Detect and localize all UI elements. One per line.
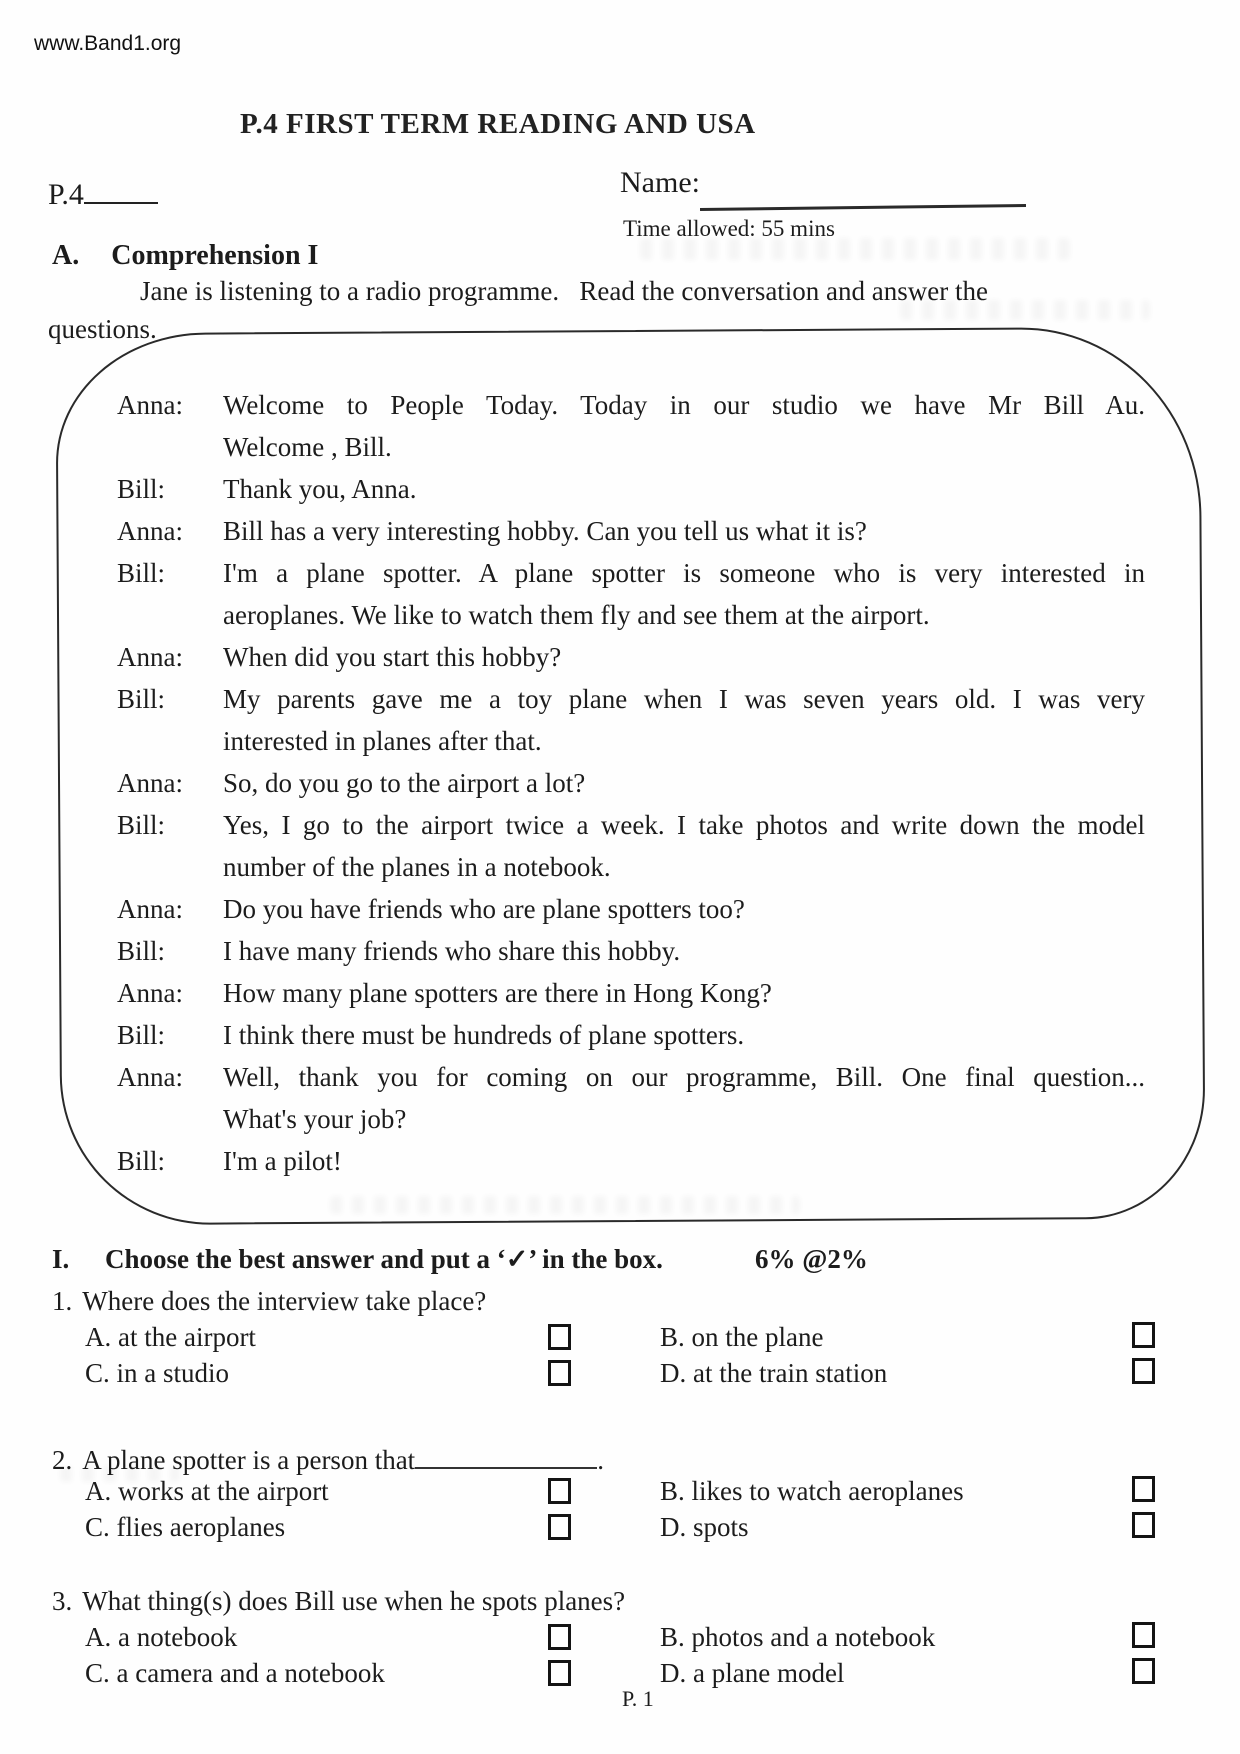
- answer-checkbox[interactable]: [1132, 1622, 1155, 1648]
- exercise-instruction: [52, 1244, 1202, 1275]
- option-row: [0, 1476, 1240, 1510]
- class-label: [48, 172, 158, 212]
- dialogue-speaker: Anna:: [117, 390, 183, 420]
- answer-checkbox[interactable]: [1132, 1512, 1155, 1538]
- name-label: Name:: [620, 166, 700, 199]
- dialogue-speaker: Anna:: [117, 978, 183, 1008]
- dialogue-transcript: [117, 384, 1147, 1182]
- dialogue-speaker: Bill:: [117, 810, 166, 840]
- dialogue-line: [117, 426, 1147, 468]
- dialogue-text: Bill has a very interesting hobby. Can you tell us what it is?: [223, 516, 867, 546]
- dialogue-speaker: [117, 1098, 223, 1140]
- site-watermark: www.Band1.org: [34, 32, 182, 55]
- option-label: D. spots: [660, 1512, 749, 1542]
- dialogue-line: [117, 1056, 1147, 1098]
- answer-checkbox[interactable]: [1132, 1358, 1155, 1384]
- dialogue-text: interested in planes after that.: [223, 726, 542, 756]
- dialogue-speaker: Anna:: [117, 1062, 183, 1092]
- section-title: Comprehension I: [111, 240, 319, 271]
- dialogue-text: Do you have friends who are plane spotters too?: [223, 894, 745, 924]
- dialogue-speaker: [117, 846, 223, 888]
- answer-checkbox[interactable]: [548, 1324, 571, 1350]
- dialogue-text: aeroplanes. We like to watch them fly and see them at the airport.: [223, 600, 930, 630]
- time-allowed: Time allowed: 55 mins: [623, 216, 835, 241]
- dialogue-text: So, do you go to the airport a lot?: [223, 768, 586, 798]
- dialogue-line: [117, 552, 1147, 594]
- dialogue-text: Yes, I go to the airport twice a week. I take photos and write down the model: [223, 810, 1145, 840]
- page-number: P. 1: [622, 1686, 654, 1711]
- dialogue-speaker: [117, 720, 223, 762]
- answer-checkbox[interactable]: [1132, 1658, 1155, 1684]
- question-blank-line[interactable]: [415, 1440, 597, 1469]
- dialogue-speaker: Bill:: [117, 1020, 166, 1050]
- exercise-marks: 6% @2%: [755, 1244, 868, 1274]
- dialogue-line: [117, 762, 1147, 804]
- answer-checkbox[interactable]: [548, 1514, 571, 1540]
- question-number: 3.: [52, 1586, 73, 1616]
- dialogue-line: [117, 594, 1147, 636]
- dialogue-line: [117, 1014, 1147, 1056]
- dialogue-text: Well, thank you for coming on our programme, Bill. One final question...: [223, 1062, 1145, 1092]
- dialogue-text: I think there must be hundreds of plane spotters.: [223, 1020, 745, 1050]
- answer-checkbox[interactable]: [548, 1660, 571, 1686]
- dialogue-text: How many plane spotters are there in Hong Kong?: [223, 978, 772, 1008]
- dialogue-line: [117, 930, 1147, 972]
- dialogue-speaker: Bill:: [117, 474, 166, 504]
- question-title: [52, 1286, 1202, 1317]
- option-label: C. in a studio: [85, 1358, 230, 1388]
- dialogue-speaker: Bill:: [117, 1146, 166, 1176]
- dialogue-speaker: [117, 594, 223, 636]
- option-label: A. at the airport: [85, 1322, 256, 1352]
- option-label: B. on the plane: [660, 1322, 824, 1352]
- intro-text-line1: Jane is listening to a radio programme. Read the conversation and answer the: [140, 276, 988, 306]
- dialogue-text: number of the planes in a notebook.: [223, 852, 611, 882]
- dialogue-text: Thank you, Anna.: [223, 474, 417, 504]
- dialogue-text: What's your job?: [223, 1104, 407, 1134]
- dialogue-line: [117, 1140, 1147, 1182]
- dialogue-speaker: Anna:: [117, 768, 183, 798]
- dialogue-line: [117, 678, 1147, 720]
- dialogue-line: [117, 384, 1147, 426]
- option-label: D. a plane model: [660, 1658, 845, 1688]
- dialogue-text: Welcome , Bill.: [223, 432, 392, 462]
- dialogue-speaker: Anna:: [117, 516, 183, 546]
- option-row: [0, 1512, 1240, 1546]
- dialogue-speaker: Bill:: [117, 558, 166, 588]
- scan-artifact: [330, 1196, 800, 1214]
- dialogue-text: My parents gave me a toy plane when I was seven years old. I was very: [223, 684, 1145, 714]
- option-row: [0, 1622, 1240, 1656]
- paper-title: P.4 FIRST TERM READING AND USA: [240, 108, 756, 140]
- dialogue-speaker: Anna:: [117, 894, 183, 924]
- scan-artifact: [60, 1466, 180, 1482]
- exercise-roman-numeral: I.: [52, 1244, 70, 1274]
- option-label: C. a camera and a notebook: [85, 1658, 385, 1688]
- dialogue-text: I'm a plane spotter. A plane spotter is someone who is very interested in: [223, 558, 1145, 588]
- exercise-instruction-text: Choose the best answer and put a ‘✓’ in the box.: [105, 1244, 663, 1274]
- option-label: C. flies aeroplanes: [85, 1512, 286, 1542]
- section-heading: [52, 240, 318, 272]
- answer-checkbox[interactable]: [548, 1478, 571, 1504]
- answer-checkbox[interactable]: [1132, 1322, 1155, 1348]
- dialogue-text: I have many friends who share this hobby.: [223, 936, 681, 966]
- question-text: Where does the interview take place?: [82, 1286, 487, 1316]
- question-number: 1.: [52, 1286, 73, 1316]
- dialogue-line: [117, 636, 1147, 678]
- dialogue-speaker: Anna:: [117, 642, 183, 672]
- scan-artifact: [900, 300, 1150, 320]
- dialogue-line: [117, 804, 1147, 846]
- dialogue-line: [117, 468, 1147, 510]
- class-label-text: P.4: [48, 178, 84, 211]
- option-row: [0, 1322, 1240, 1356]
- dialogue-speaker: Bill:: [117, 684, 166, 714]
- dialogue-text: I'm a pilot!: [223, 1146, 342, 1176]
- answer-checkbox[interactable]: [548, 1360, 571, 1386]
- option-row: [0, 1658, 1240, 1692]
- intro-text-line2: questions.: [48, 314, 157, 344]
- section-letter: A.: [52, 240, 80, 271]
- dialogue-line: [117, 846, 1147, 888]
- dialogue-text: Welcome to People Today. Today in our studio we have Mr Bill Au.: [223, 390, 1145, 420]
- dialogue-line: [117, 510, 1147, 552]
- answer-checkbox[interactable]: [548, 1624, 571, 1650]
- question-text: What thing(s) does Bill use when he spots planes?: [82, 1586, 626, 1616]
- dialogue-text: When did you start this hobby?: [223, 642, 562, 672]
- question-after-blank: .: [597, 1445, 604, 1475]
- question-text: A plane spotter is a person that: [82, 1445, 416, 1475]
- dialogue-line: [117, 720, 1147, 762]
- dialogue-line: [117, 1098, 1147, 1140]
- option-label: D. at the train station: [660, 1358, 888, 1388]
- option-label: B. photos and a notebook: [660, 1622, 936, 1652]
- dialogue-speaker: [117, 426, 223, 468]
- dialogue-line: [117, 888, 1147, 930]
- option-label: A. a notebook: [85, 1622, 238, 1652]
- dialogue-line: [117, 972, 1147, 1014]
- question-title: [52, 1586, 1202, 1617]
- class-blank-line[interactable]: [84, 172, 158, 204]
- scan-artifact: [640, 238, 1070, 260]
- question-number: 2.: [52, 1445, 73, 1475]
- option-label: B. likes to watch aeroplanes: [660, 1476, 964, 1506]
- dialogue-speaker: Bill:: [117, 936, 166, 966]
- option-label: A. works at the airport: [85, 1476, 329, 1506]
- answer-checkbox[interactable]: [1132, 1476, 1155, 1502]
- question-title: [52, 1440, 1202, 1476]
- name-blank-line[interactable]: [700, 204, 1026, 210]
- option-row: [0, 1358, 1240, 1392]
